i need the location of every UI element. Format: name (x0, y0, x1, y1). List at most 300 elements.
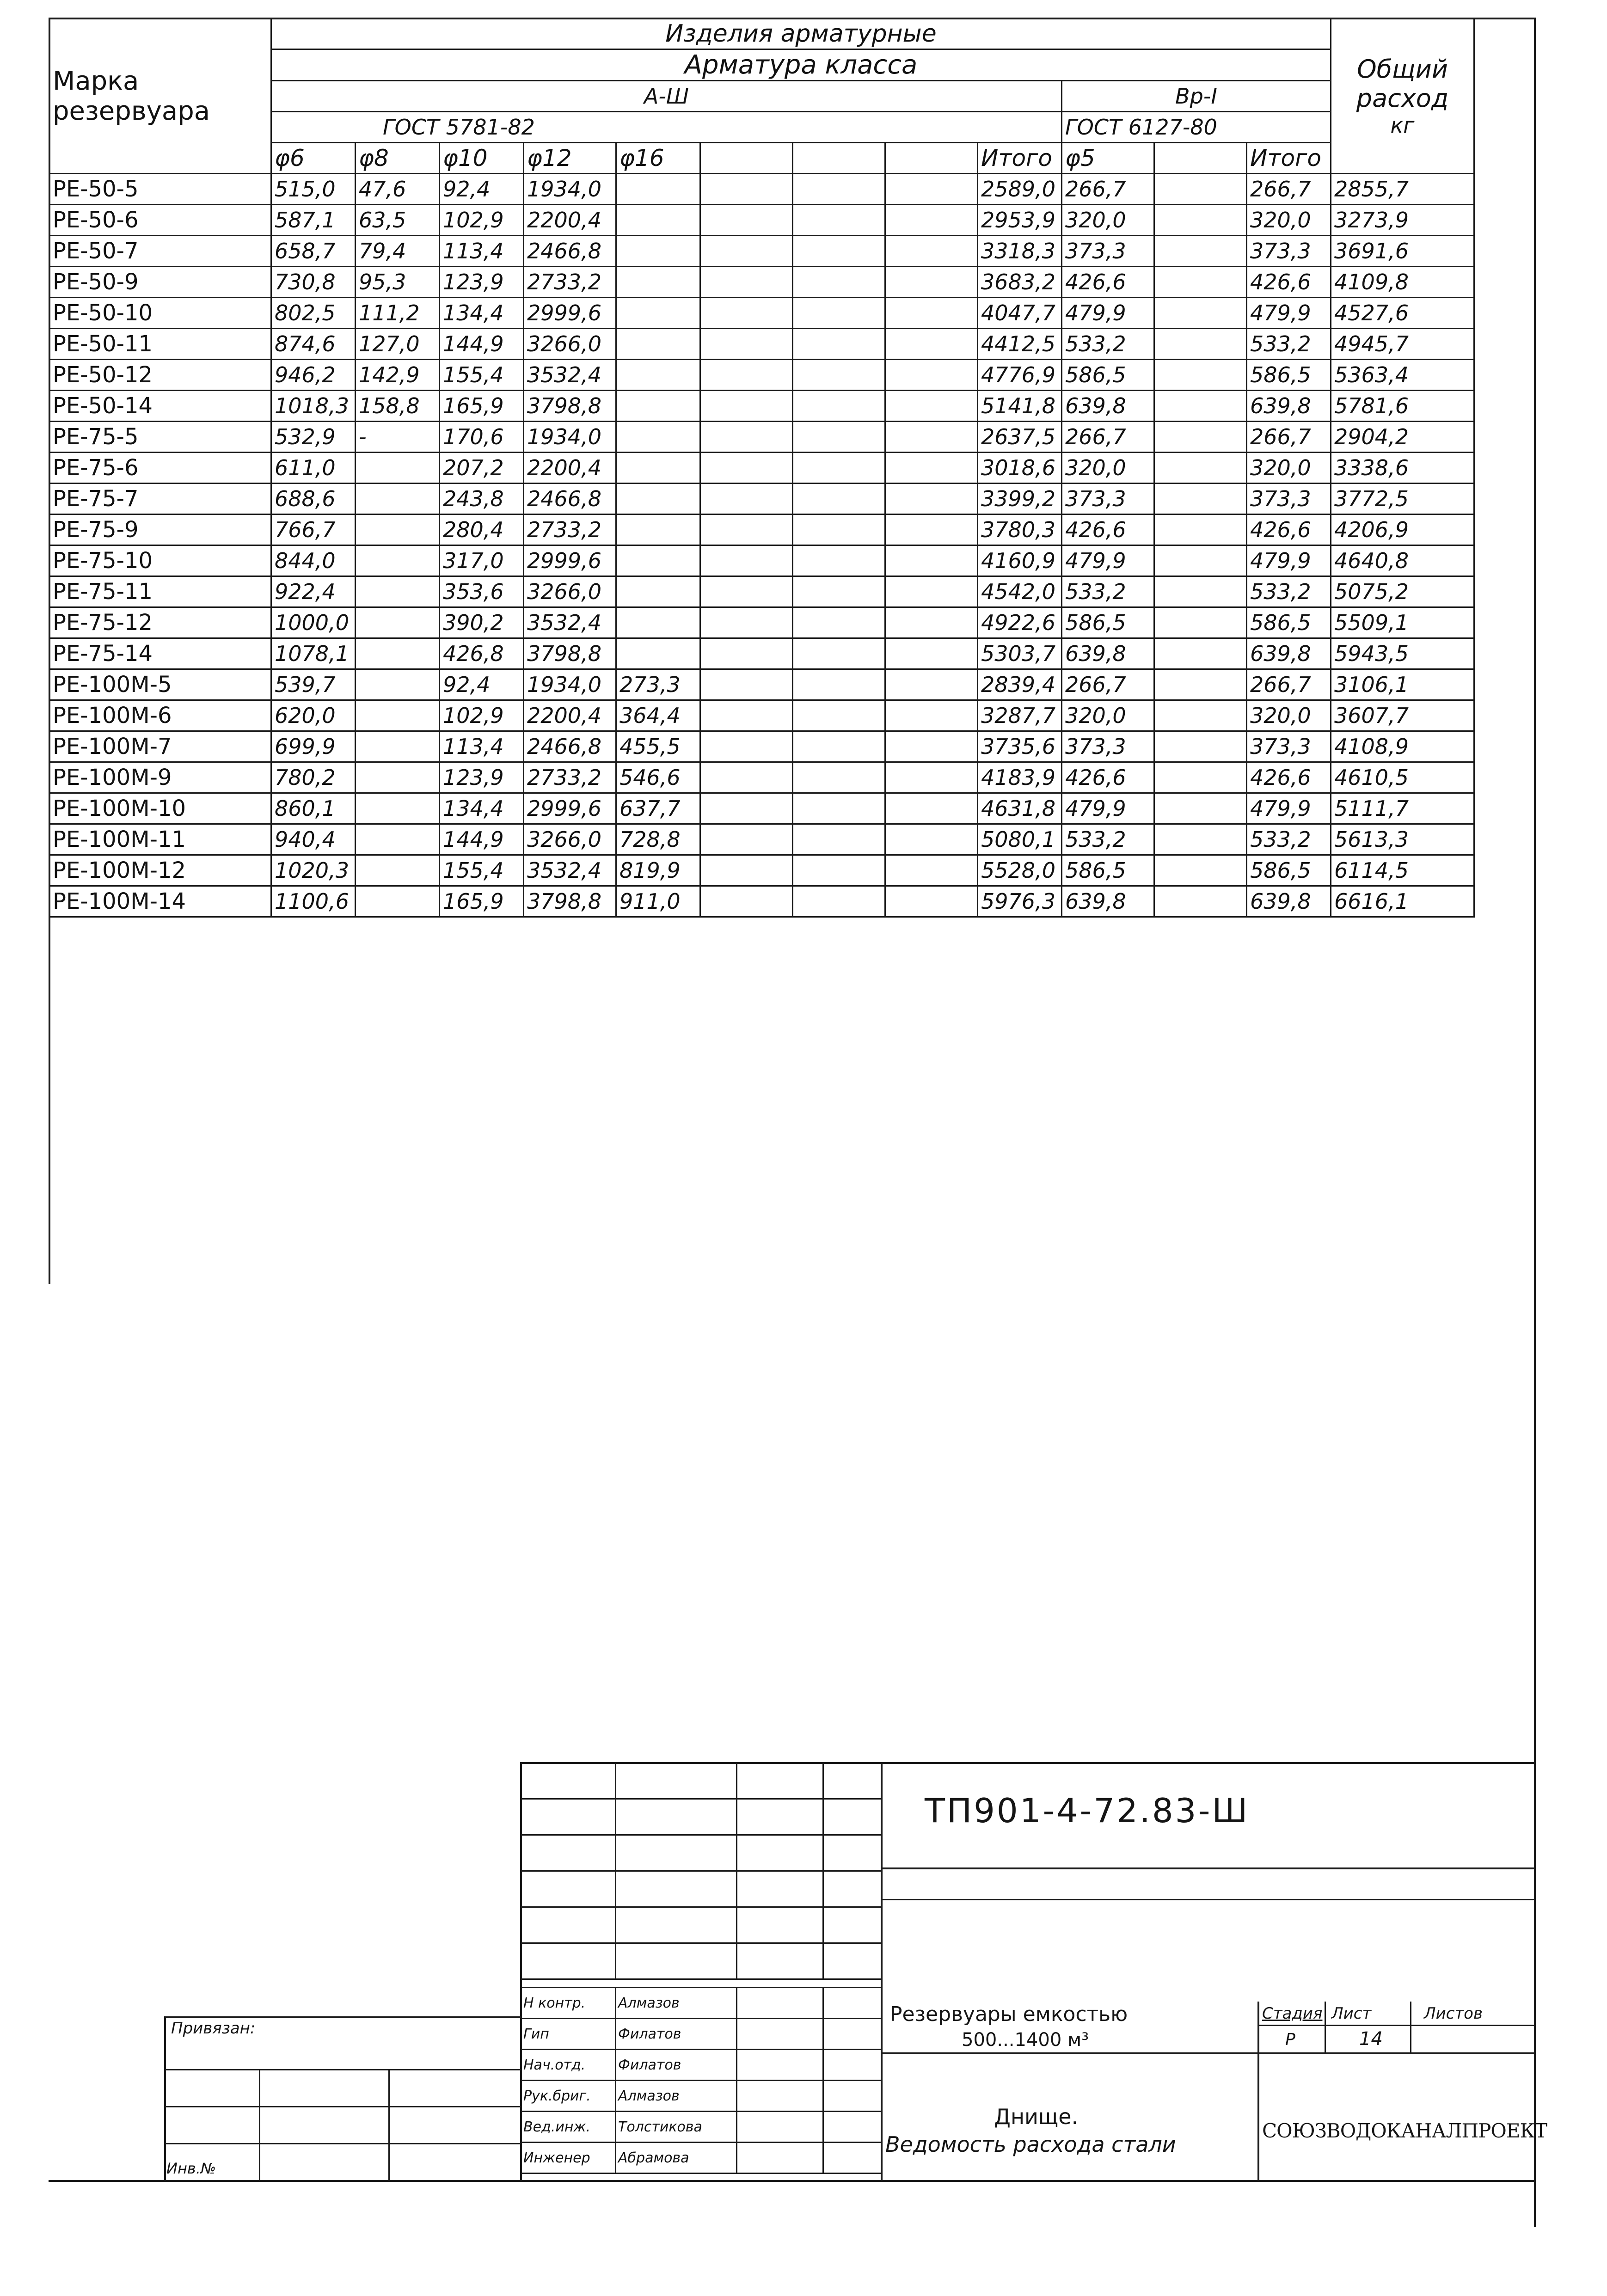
value-cell-total: 4527,6 (1331, 298, 1474, 329)
value-cell-total: 2904,2 (1331, 422, 1474, 453)
date-cell (823, 2019, 882, 2050)
empty-cell (793, 422, 885, 453)
value-cell-total: 5075,2 (1331, 576, 1474, 607)
value-cell-d8: 47,6 (356, 174, 440, 205)
value-cell-sum2: 426,6 (1247, 762, 1331, 793)
empty-cell (793, 545, 885, 576)
tank-mark-cell: PE-100M-9 (49, 762, 271, 793)
value-cell-total: 4640,8 (1331, 545, 1474, 576)
value-cell-d6: 587,1 (271, 205, 356, 236)
empty-cell (700, 205, 793, 236)
revision-cell (823, 1907, 882, 1943)
value-cell-d12: 1934,0 (524, 669, 616, 700)
value-cell-sum1: 4160,9 (978, 545, 1062, 576)
role-cell: Инженер (521, 2143, 616, 2174)
column-header-2: φ10 (440, 143, 524, 174)
stage-col-left (1257, 2002, 1259, 2180)
empty-cell (700, 607, 793, 638)
empty-cell (885, 484, 978, 514)
value-cell-d12: 1934,0 (524, 174, 616, 205)
value-cell-d16 (616, 205, 700, 236)
name-cell: Абрамова (616, 2143, 737, 2174)
value-cell-sum2: 586,5 (1247, 855, 1331, 886)
empty-cell (700, 298, 793, 329)
column-header-1: φ8 (356, 143, 440, 174)
column-header-4: φ16 (616, 143, 700, 174)
empty-cell (793, 824, 885, 855)
empty-cell (1154, 824, 1247, 855)
value-cell-d8: 79,4 (356, 236, 440, 267)
class-a3-header (271, 81, 1062, 112)
empty-cell (793, 576, 885, 607)
value-cell-d8 (356, 514, 440, 545)
value-cell-d6: 515,0 (271, 174, 356, 205)
value-cell-d6: 844,0 (271, 545, 356, 576)
date-cell (823, 2112, 882, 2143)
revision-cell (823, 1763, 882, 1799)
column-header-0: φ6 (271, 143, 356, 174)
value-cell-d5: 426,6 (1062, 514, 1154, 545)
value-cell-sum2: 586,5 (1247, 360, 1331, 391)
value-cell-d16 (616, 298, 700, 329)
tank-mark-cell: PE-75-10 (49, 545, 271, 576)
value-cell-d16 (616, 236, 700, 267)
value-cell-d5: 639,8 (1062, 391, 1154, 422)
value-cell-sum1: 4412,5 (978, 329, 1062, 360)
value-cell-d16 (616, 453, 700, 484)
class-a3-label: A-Ш (644, 84, 689, 109)
value-cell-d16 (616, 545, 700, 576)
value-cell-sum1: 3318,3 (978, 236, 1062, 267)
value-cell-d6: 1018,3 (271, 391, 356, 422)
value-cell-d12: 3798,8 (524, 886, 616, 917)
revision-cell (521, 1907, 616, 1943)
empty-cell (1154, 453, 1247, 484)
value-cell-d8: 142,9 (356, 360, 440, 391)
empty-cell (885, 700, 978, 731)
revision-cell (737, 1763, 823, 1799)
table-row (49, 174, 1474, 205)
empty-cell (885, 298, 978, 329)
code-row-bottom (881, 1867, 1536, 1869)
empty-cell (1154, 638, 1247, 669)
value-cell-d6: 946,2 (271, 360, 356, 391)
revision-cell (521, 1799, 616, 1835)
tank-mark-cell: PE-50-5 (49, 174, 271, 205)
value-cell-d10: 353,6 (440, 576, 524, 607)
value-cell-d5: 533,2 (1062, 824, 1154, 855)
value-cell-d16 (616, 174, 700, 205)
value-cell-d8 (356, 762, 440, 793)
value-cell-d6: 532,9 (271, 422, 356, 453)
value-cell-sum2: 373,3 (1247, 236, 1331, 267)
empty-cell (885, 638, 978, 669)
value-cell-sum1: 4542,0 (978, 576, 1062, 607)
products-label: Изделия арматурные (665, 20, 937, 48)
value-cell-sum1: 5528,0 (978, 855, 1062, 886)
value-cell-sum2: 479,9 (1247, 545, 1331, 576)
empty-cell (885, 607, 978, 638)
value-cell-sum1: 4183,9 (978, 762, 1062, 793)
role-cell: Нач.отд. (521, 2050, 616, 2081)
value-cell-d6: 620,0 (271, 700, 356, 731)
value-cell-d5: 479,9 (1062, 793, 1154, 824)
value-cell-d10: 243,8 (440, 484, 524, 514)
tank-mark-cell: PE-75-7 (49, 484, 271, 514)
value-cell-d5: 586,5 (1062, 360, 1154, 391)
empty-cell (700, 731, 793, 762)
value-cell-d10: 134,4 (440, 298, 524, 329)
empty-cell (1154, 391, 1247, 422)
column-header-3: φ12 (524, 143, 616, 174)
tank-mark-cell: PE-75-9 (49, 514, 271, 545)
tied-label: Привязан: (171, 2019, 256, 2038)
empty-cell (1154, 669, 1247, 700)
empty-cell (885, 514, 978, 545)
value-cell-d6: 802,5 (271, 298, 356, 329)
value-cell-d6: 611,0 (271, 453, 356, 484)
total-column-label: Общий расход (1356, 54, 1449, 113)
class-bp1-label: Вр-I (1175, 84, 1217, 109)
value-cell-total: 3691,6 (1331, 236, 1474, 267)
signature-row (521, 2050, 882, 2081)
value-cell-d10: 155,4 (440, 360, 524, 391)
empty-cell (793, 669, 885, 700)
revision-grid (520, 1762, 882, 1980)
tank-mark-cell: PE-100M-6 (49, 700, 271, 731)
table-row (49, 824, 1474, 855)
empty-cell (793, 793, 885, 824)
value-cell-d12: 3532,4 (524, 607, 616, 638)
empty-cell (700, 669, 793, 700)
value-cell-sum1: 3735,6 (978, 731, 1062, 762)
value-cell-d16 (616, 484, 700, 514)
value-cell-d16: 728,8 (616, 824, 700, 855)
empty-cell (793, 329, 885, 360)
empty-cell (1154, 298, 1247, 329)
value-cell-d16 (616, 360, 700, 391)
column-header-11: Итого (1247, 143, 1331, 174)
gost-2-header (1062, 112, 1331, 143)
title-row-split (881, 1899, 1536, 1900)
value-cell-d6: 1000,0 (271, 607, 356, 638)
value-cell-d12: 2733,2 (524, 267, 616, 298)
value-cell-d10: 165,9 (440, 886, 524, 917)
empty-cell (793, 236, 885, 267)
value-cell-d16: 455,5 (616, 731, 700, 762)
value-cell-d12: 2733,2 (524, 514, 616, 545)
name-cell: Алмазов (616, 2081, 737, 2112)
value-cell-d6: 1020,3 (271, 855, 356, 886)
empty-cell (1154, 422, 1247, 453)
value-cell-d12: 1934,0 (524, 422, 616, 453)
revision-cell (521, 1763, 616, 1799)
value-cell-d12: 3266,0 (524, 576, 616, 607)
value-cell-d10: 123,9 (440, 762, 524, 793)
empty-cell (885, 236, 978, 267)
empty-cell (885, 391, 978, 422)
empty-cell (1154, 886, 1247, 917)
empty-cell (700, 267, 793, 298)
value-cell-d8 (356, 700, 440, 731)
signature-cell (737, 2050, 823, 2081)
value-cell-sum2: 320,0 (1247, 205, 1331, 236)
name-cell: Филатов (616, 2050, 737, 2081)
revision-cell (823, 1835, 882, 1871)
value-cell-sum1: 5141,8 (978, 391, 1062, 422)
value-cell-total: 4610,5 (1331, 762, 1474, 793)
value-cell-sum2: 266,7 (1247, 669, 1331, 700)
project-title-line-2: 500...1400 м³ (962, 2029, 1089, 2051)
value-cell-d8 (356, 545, 440, 576)
signature-cell (737, 2019, 823, 2050)
empty-cell (1154, 329, 1247, 360)
tank-mark-cell: PE-100M-14 (49, 886, 271, 917)
value-cell-total: 5509,1 (1331, 607, 1474, 638)
revision-row (521, 1943, 882, 1979)
value-cell-d8: 127,0 (356, 329, 440, 360)
value-cell-sum2: 320,0 (1247, 700, 1331, 731)
value-cell-d10: 113,4 (440, 236, 524, 267)
value-cell-d5: 320,0 (1062, 700, 1154, 731)
value-cell-sum2: 586,5 (1247, 607, 1331, 638)
revision-row (521, 1799, 882, 1835)
empty-cell (1154, 174, 1247, 205)
value-cell-d10: 102,9 (440, 700, 524, 731)
column-header-9: φ5 (1062, 143, 1154, 174)
value-cell-d6: 658,7 (271, 236, 356, 267)
value-cell-sum1: 2953,9 (978, 205, 1062, 236)
value-cell-d16 (616, 514, 700, 545)
table-row (49, 422, 1474, 453)
value-cell-d8 (356, 453, 440, 484)
value-cell-d10: 280,4 (440, 514, 524, 545)
value-cell-sum1: 4776,9 (978, 360, 1062, 391)
drawing-title-line-2: Ведомость расхода стали (885, 2132, 1176, 2157)
value-cell-total: 3106,1 (1331, 669, 1474, 700)
table-row (49, 731, 1474, 762)
value-cell-d6: 874,6 (271, 329, 356, 360)
empty-cell (793, 638, 885, 669)
tank-mark-cell: PE-100M-12 (49, 855, 271, 886)
revision-cell (823, 1943, 882, 1979)
value-cell-d10: 144,9 (440, 329, 524, 360)
value-cell-sum1: 3287,7 (978, 700, 1062, 731)
name-cell: Алмазов (616, 1988, 737, 2019)
steel-consumption-table (49, 18, 1475, 918)
revision-cell (521, 1835, 616, 1871)
tank-mark-cell: PE-75-14 (49, 638, 271, 669)
column-header-10 (1154, 143, 1247, 174)
reinforcement-class-header (271, 49, 1331, 81)
tank-mark-cell: PE-75-11 (49, 576, 271, 607)
empty-cell (700, 391, 793, 422)
value-cell-d8 (356, 886, 440, 917)
empty-cell (1154, 607, 1247, 638)
stage-value: Р (1285, 2030, 1295, 2049)
value-cell-d5: 373,3 (1062, 236, 1154, 267)
value-cell-total: 3273,9 (1331, 205, 1474, 236)
table-row (49, 762, 1474, 793)
value-cell-d12: 3798,8 (524, 391, 616, 422)
revision-row (521, 1763, 882, 1799)
empty-cell (793, 453, 885, 484)
tank-mark-cell: PE-100M-5 (49, 669, 271, 700)
unit-label: кг (1390, 112, 1415, 138)
table-row (49, 329, 1474, 360)
empty-cell (700, 545, 793, 576)
empty-cell (1154, 545, 1247, 576)
value-cell-d8 (356, 731, 440, 762)
value-cell-total: 4108,9 (1331, 731, 1474, 762)
tied-block-top (164, 2016, 520, 2018)
value-cell-sum2: 373,3 (1247, 731, 1331, 762)
revision-cell (823, 1871, 882, 1907)
value-cell-d8 (356, 855, 440, 886)
empty-cell (1154, 793, 1247, 824)
tank-mark-cell: PE-50-12 (49, 360, 271, 391)
value-cell-d10: 426,8 (440, 638, 524, 669)
signature-cell (737, 2112, 823, 2143)
signature-cell (737, 2081, 823, 2112)
tied-block-left (164, 2016, 166, 2180)
value-cell-d5: 639,8 (1062, 886, 1154, 917)
empty-cell (1154, 762, 1247, 793)
value-cell-d10: 207,2 (440, 453, 524, 484)
value-cell-sum2: 533,2 (1247, 329, 1331, 360)
empty-cell (793, 174, 885, 205)
value-cell-d5: 586,5 (1062, 855, 1154, 886)
value-cell-d16 (616, 391, 700, 422)
value-cell-d6: 766,7 (271, 514, 356, 545)
empty-cell (1154, 236, 1247, 267)
value-cell-d6: 922,4 (271, 576, 356, 607)
role-cell: Н контр. (521, 1988, 616, 2019)
value-cell-total: 4206,9 (1331, 514, 1474, 545)
value-cell-d16: 546,6 (616, 762, 700, 793)
value-cell-total: 2855,7 (1331, 174, 1474, 205)
value-cell-d5: 266,7 (1062, 422, 1154, 453)
revision-cell (737, 1871, 823, 1907)
column-header-5 (700, 143, 793, 174)
revision-row (521, 1835, 882, 1871)
sheets-label: Листов (1424, 2004, 1483, 2023)
stage-header-bottom (1257, 2025, 1536, 2026)
value-cell-d16: 273,3 (616, 669, 700, 700)
value-cell-sum2: 266,7 (1247, 422, 1331, 453)
column-header-8: Итого (978, 143, 1062, 174)
table-row (49, 484, 1474, 514)
table-row (49, 205, 1474, 236)
value-cell-d10: 317,0 (440, 545, 524, 576)
empty-cell (1154, 360, 1247, 391)
value-cell-d10: 390,2 (440, 607, 524, 638)
empty-cell (700, 700, 793, 731)
value-cell-d12: 2466,8 (524, 236, 616, 267)
empty-cell (1154, 576, 1247, 607)
document-code: ТП901-4-72.83-Ш (925, 1791, 1250, 1830)
empty-cell (885, 669, 978, 700)
gost-2-label: ГОСТ 6127-80 (1065, 115, 1217, 140)
date-cell (823, 2050, 882, 2081)
revision-cell (737, 1907, 823, 1943)
revision-cell (521, 1871, 616, 1907)
empty-cell (885, 824, 978, 855)
value-cell-sum1: 2839,4 (978, 669, 1062, 700)
tank-mark-cell: PE-75-6 (49, 453, 271, 484)
table-row (49, 576, 1474, 607)
empty-cell (885, 855, 978, 886)
empty-cell (885, 545, 978, 576)
value-cell-d5: 373,3 (1062, 731, 1154, 762)
class-bp1-header (1062, 81, 1331, 112)
revision-cell (616, 1871, 737, 1907)
value-cell-d16 (616, 576, 700, 607)
signature-row (521, 2081, 882, 2112)
value-cell-sum1: 5976,3 (978, 886, 1062, 917)
table-row (49, 638, 1474, 669)
name-cell: Толстикова (616, 2112, 737, 2143)
tank-mark-cell: PE-100M-7 (49, 731, 271, 762)
date-cell (823, 2081, 882, 2112)
value-cell-d6: 1100,6 (271, 886, 356, 917)
empty-cell (700, 329, 793, 360)
table-row (49, 298, 1474, 329)
role-cell: Гип (521, 2019, 616, 2050)
empty-cell (793, 514, 885, 545)
value-cell-d10: 155,4 (440, 855, 524, 886)
signature-row (521, 2112, 882, 2143)
value-cell-sum1: 3683,2 (978, 267, 1062, 298)
stage-label: Стадия (1262, 2004, 1323, 2023)
value-cell-sum1: 3399,2 (978, 484, 1062, 514)
empty-cell (1154, 205, 1247, 236)
value-cell-d8 (356, 793, 440, 824)
value-cell-d5: 639,8 (1062, 638, 1154, 669)
table-row (49, 236, 1474, 267)
empty-cell (793, 762, 885, 793)
empty-cell (885, 422, 978, 453)
products-header (271, 18, 1331, 49)
value-cell-d12: 3532,4 (524, 360, 616, 391)
table-row (49, 453, 1474, 484)
empty-cell (885, 174, 978, 205)
value-cell-sum1: 3018,6 (978, 453, 1062, 484)
value-cell-d12: 2200,4 (524, 700, 616, 731)
table-row (49, 700, 1474, 731)
signature-row (521, 1988, 882, 2019)
value-cell-total: 6114,5 (1331, 855, 1474, 886)
value-cell-sum1: 2589,0 (978, 174, 1062, 205)
role-cell: Рук.бриг. (521, 2081, 616, 2112)
empty-cell (700, 638, 793, 669)
value-cell-d8: 95,3 (356, 267, 440, 298)
value-cell-d5: 479,9 (1062, 545, 1154, 576)
value-cell-sum2: 373,3 (1247, 484, 1331, 514)
value-cell-d16 (616, 607, 700, 638)
value-cell-d5: 266,7 (1062, 669, 1154, 700)
empty-cell (700, 453, 793, 484)
value-cell-d5: 426,6 (1062, 267, 1154, 298)
value-cell-total: 6616,1 (1331, 886, 1474, 917)
value-cell-d16: 911,0 (616, 886, 700, 917)
empty-cell (885, 793, 978, 824)
project-title-line-1: Резервуары емкостью (890, 2002, 1128, 2026)
empty-cell (793, 205, 885, 236)
value-cell-sum2: 533,2 (1247, 576, 1331, 607)
value-cell-d6: 940,4 (271, 824, 356, 855)
value-cell-d5: 426,6 (1062, 762, 1154, 793)
